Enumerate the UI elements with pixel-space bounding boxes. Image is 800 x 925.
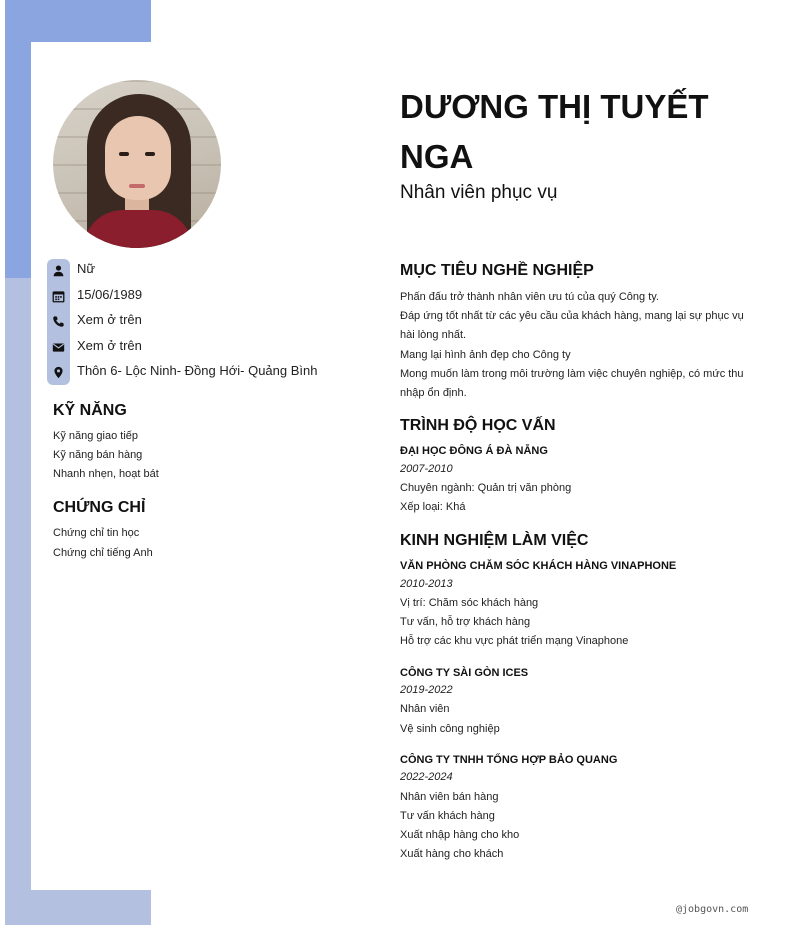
contact-birthday-text: 15/06/1989 xyxy=(77,287,143,302)
certificate-item: Chứng chỉ tin học xyxy=(53,527,140,539)
education-detail: Xếp loại: Khá xyxy=(400,501,466,513)
watermark: @jobgovn.com xyxy=(676,904,749,915)
skill-item: Kỹ năng bán hàng xyxy=(53,449,143,461)
job-title: Nhân viên phục vụ xyxy=(400,182,558,203)
contact-email-text: Xem ở trên xyxy=(77,338,142,353)
job-detail: Tư vấn khách hàng xyxy=(400,810,495,822)
objective-heading: MỤC TIÊU NGHỀ NGHIỆP xyxy=(400,262,594,279)
phone-icon xyxy=(47,310,70,332)
job-detail: Nhân viên xyxy=(400,703,450,715)
contact-gender-text: Nữ xyxy=(77,261,96,276)
candidate-name: DƯƠNG THỊ TUYẾT NGA xyxy=(400,88,709,175)
education-heading: TRÌNH ĐỘ HỌC VẤN xyxy=(400,417,556,434)
contact-address-text: Thôn 6- Lộc Ninh- Đồng Hới- Quảng Bình xyxy=(77,363,318,378)
objective-line: Phấn đấu trở thành nhân viên ưu tú của quý Công ty. xyxy=(400,291,659,303)
experience-heading: KINH NGHIỆM LÀM VIỆC xyxy=(400,532,589,549)
job-period: 2010-2013 xyxy=(400,578,453,590)
job-company: CÔNG TY TNHH TỔNG HỢP BẢO QUANG xyxy=(400,754,618,766)
objective-line: Đáp ứng tốt nhất từ các yêu cầu của khách hàng, mang lại sự phục vụ hài lòng nhất. xyxy=(400,310,744,342)
calendar-icon xyxy=(47,285,70,307)
job-detail: Nhân viên bán hàng xyxy=(400,791,499,803)
contact-email xyxy=(47,336,347,358)
objective-line: Mong muốn làm trong môi trường làm việc chuyên nghiệp, có mức thu nhập ổn định. xyxy=(400,367,744,400)
job-detail: Vị trí: Chăm sóc khách hàng xyxy=(400,597,539,609)
job-detail: Xuất hàng cho khách xyxy=(400,848,504,860)
contact-birthday xyxy=(47,285,347,307)
contact-gender xyxy=(47,259,347,281)
education-period: 2007-2010 xyxy=(400,463,453,475)
job-period: 2022-2024 xyxy=(400,771,453,783)
certificate-item: Chứng chỉ tiếng Anh xyxy=(53,547,153,559)
contact-address xyxy=(47,361,347,383)
job-detail: Xuất nhập hàng cho kho xyxy=(400,829,520,841)
mail-icon xyxy=(47,336,70,358)
skills-heading: KỸ NĂNG xyxy=(53,402,127,419)
objective-line: Mang lại hình ảnh đẹp cho Công ty xyxy=(400,348,571,361)
location-pin-icon xyxy=(47,361,70,383)
job-detail: Hỗ trợ các khu vực phát triển mạng Vinaphone xyxy=(400,635,629,647)
skill-item: Kỹ năng giao tiếp xyxy=(53,430,139,442)
school-name: ĐẠI HỌC ĐÔNG Á ĐÀ NẴNG xyxy=(400,445,548,457)
person-icon xyxy=(47,259,70,281)
objective-list xyxy=(400,288,760,403)
contact-phone-text: Xem ở trên xyxy=(77,312,142,327)
skill-item: Nhanh nhẹn, hoạt bát xyxy=(53,468,159,480)
job-company: VĂN PHÒNG CHĂM SÓC KHÁCH HÀNG VINAPHONE xyxy=(400,560,677,572)
contact-phone xyxy=(47,310,347,332)
job-company: CÔNG TY SÀI GÒN ICES xyxy=(400,667,529,679)
job-detail: Tư vấn, hỗ trợ khách hàng xyxy=(400,616,531,628)
education-detail: Chuyên ngành: Quản trị văn phòng xyxy=(400,482,572,494)
job-period: 2019-2022 xyxy=(400,684,453,696)
profile-photo xyxy=(53,80,221,248)
certificates-heading: CHỨNG CHỈ xyxy=(53,499,146,516)
job-detail: Vệ sinh công nghiệp xyxy=(400,723,500,735)
